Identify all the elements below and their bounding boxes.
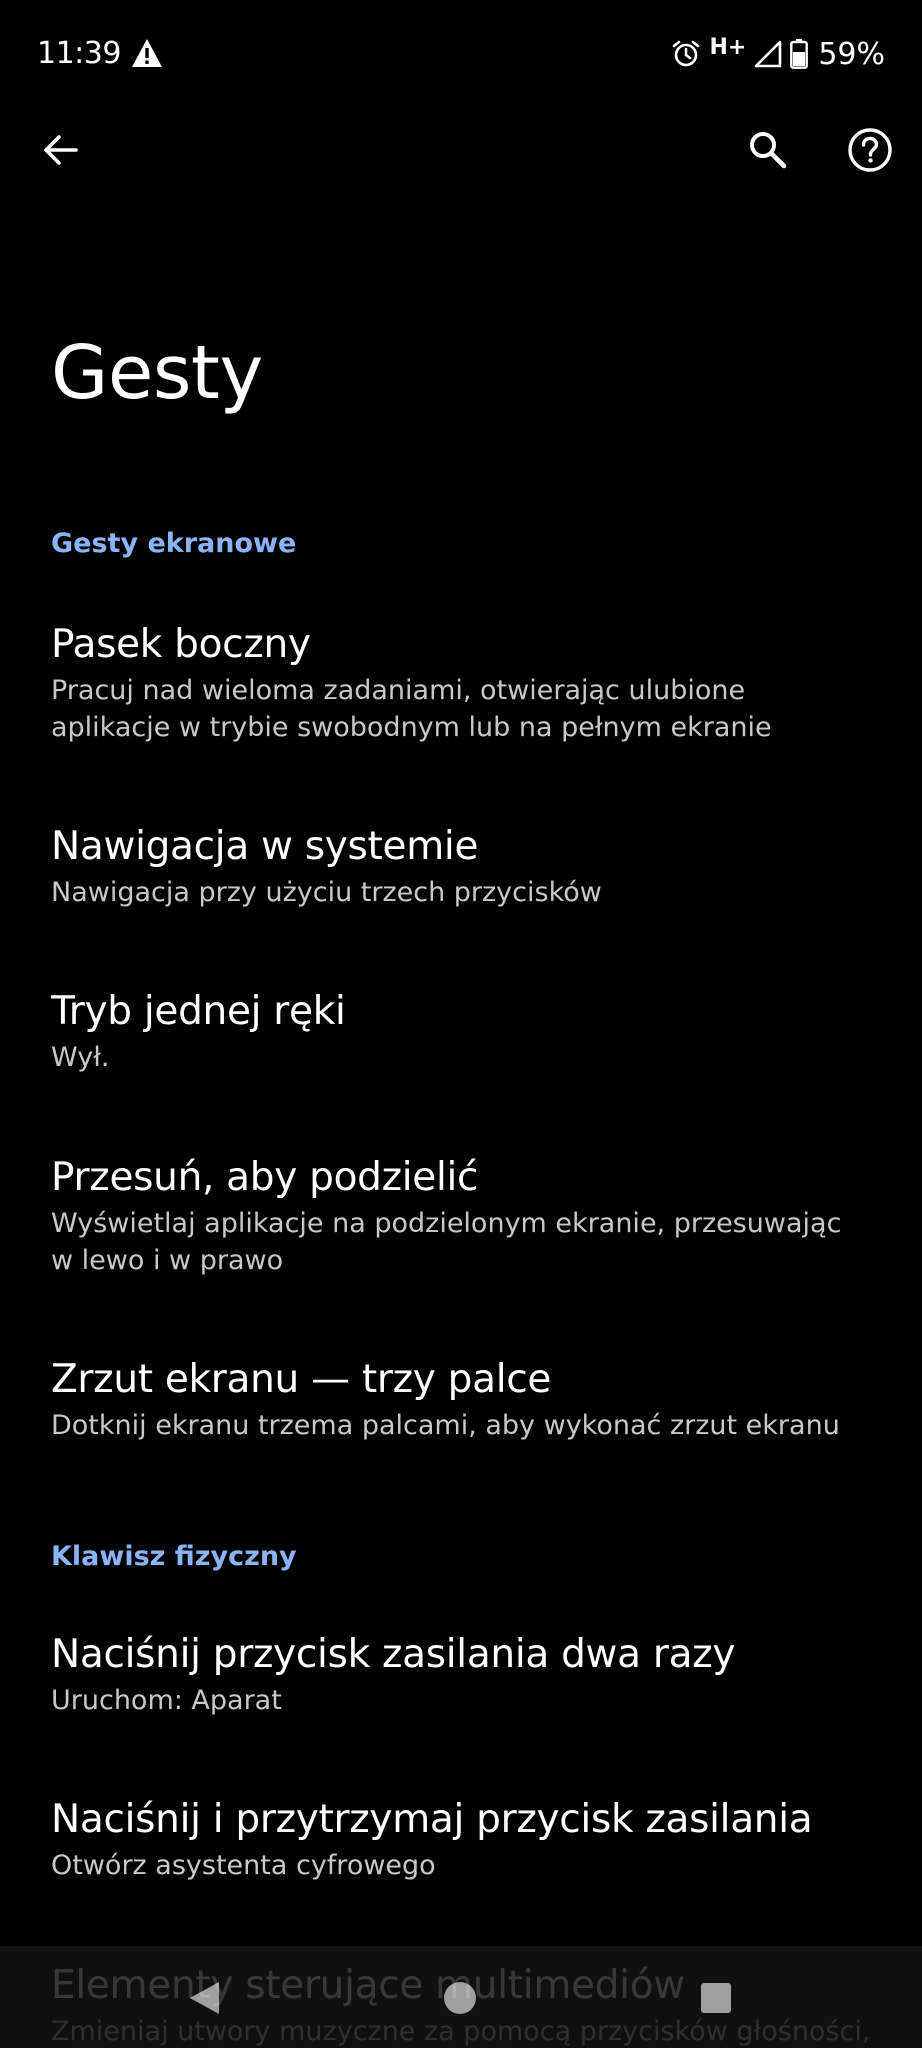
warning-icon bbox=[131, 38, 163, 68]
nav-back-button[interactable] bbox=[182, 1976, 226, 2020]
signal-icon bbox=[754, 40, 782, 68]
setting-title: Pasek boczny bbox=[51, 622, 311, 667]
setting-system-navigation[interactable] bbox=[0, 822, 922, 911]
setting-summary: Pracuj nad wieloma zadaniami, otwierając ulubione aplikacje w trybie swobodnym lub na pełnym ekranie bbox=[51, 675, 772, 743]
setting-title: Naciśnij przycisk zasilania dwa razy bbox=[51, 1632, 736, 1677]
nav-recents-button[interactable] bbox=[694, 1976, 738, 2020]
setting-double-press-power[interactable] bbox=[0, 1630, 922, 1719]
setting-swipe-to-split[interactable] bbox=[0, 1153, 922, 1279]
nav-back-icon bbox=[185, 1979, 223, 2017]
setting-press-hold-power[interactable] bbox=[0, 1795, 922, 1884]
setting-summary: Wyświetlaj aplikacje na podzielonym ekranie, przesuwając w lewo i w prawo bbox=[51, 1208, 842, 1276]
network-type: H+ bbox=[709, 34, 747, 60]
page-title: Gesty bbox=[51, 330, 263, 416]
setting-title: Nawigacja w systemie bbox=[51, 824, 479, 869]
setting-title: Zrzut ekranu — trzy palce bbox=[51, 1357, 552, 1402]
help-circle-icon bbox=[847, 127, 893, 173]
setting-title: Naciśnij i przytrzymaj przycisk zasilania bbox=[51, 1797, 813, 1842]
section-header-screen-gestures: Gesty ekranowe bbox=[51, 528, 297, 559]
alarm-icon bbox=[671, 39, 701, 69]
setting-summary: Dotknij ekranu trzema palcami, aby wykonać zrzut ekranu bbox=[51, 1410, 840, 1441]
setting-sidebar[interactable] bbox=[0, 620, 922, 746]
help-button[interactable] bbox=[838, 118, 902, 182]
setting-summary: Wył. bbox=[51, 1042, 110, 1073]
battery-percentage: 59% bbox=[818, 36, 885, 72]
setting-title: Przesuń, aby podzielić bbox=[51, 1155, 479, 1200]
status-icons bbox=[671, 32, 885, 76]
setting-summary: Nawigacja przy użyciu trzech przycisków bbox=[51, 877, 602, 908]
search-icon bbox=[747, 129, 789, 171]
setting-one-handed-mode[interactable] bbox=[0, 987, 922, 1076]
app-toolbar bbox=[0, 108, 922, 192]
search-button[interactable] bbox=[736, 118, 800, 182]
setting-three-finger-screenshot[interactable] bbox=[0, 1355, 922, 1444]
status-bar bbox=[0, 0, 922, 108]
nav-home-button[interactable] bbox=[438, 1976, 482, 2020]
navigation-bar bbox=[0, 1946, 922, 2048]
section-header-physical-key: Klawisz fizyczny bbox=[51, 1541, 297, 1572]
setting-title: Tryb jednej ręki bbox=[51, 989, 346, 1034]
arrow-left-icon bbox=[40, 130, 80, 170]
battery-icon bbox=[790, 39, 808, 69]
setting-summary: Otwórz asystenta cyfrowego bbox=[51, 1850, 436, 1881]
status-time: 11:39 bbox=[37, 36, 121, 71]
nav-recents-icon bbox=[698, 1980, 734, 2016]
back-button[interactable] bbox=[28, 118, 92, 182]
nav-home-icon bbox=[441, 1979, 479, 2017]
setting-summary: Uruchom: Aparat bbox=[51, 1685, 282, 1716]
